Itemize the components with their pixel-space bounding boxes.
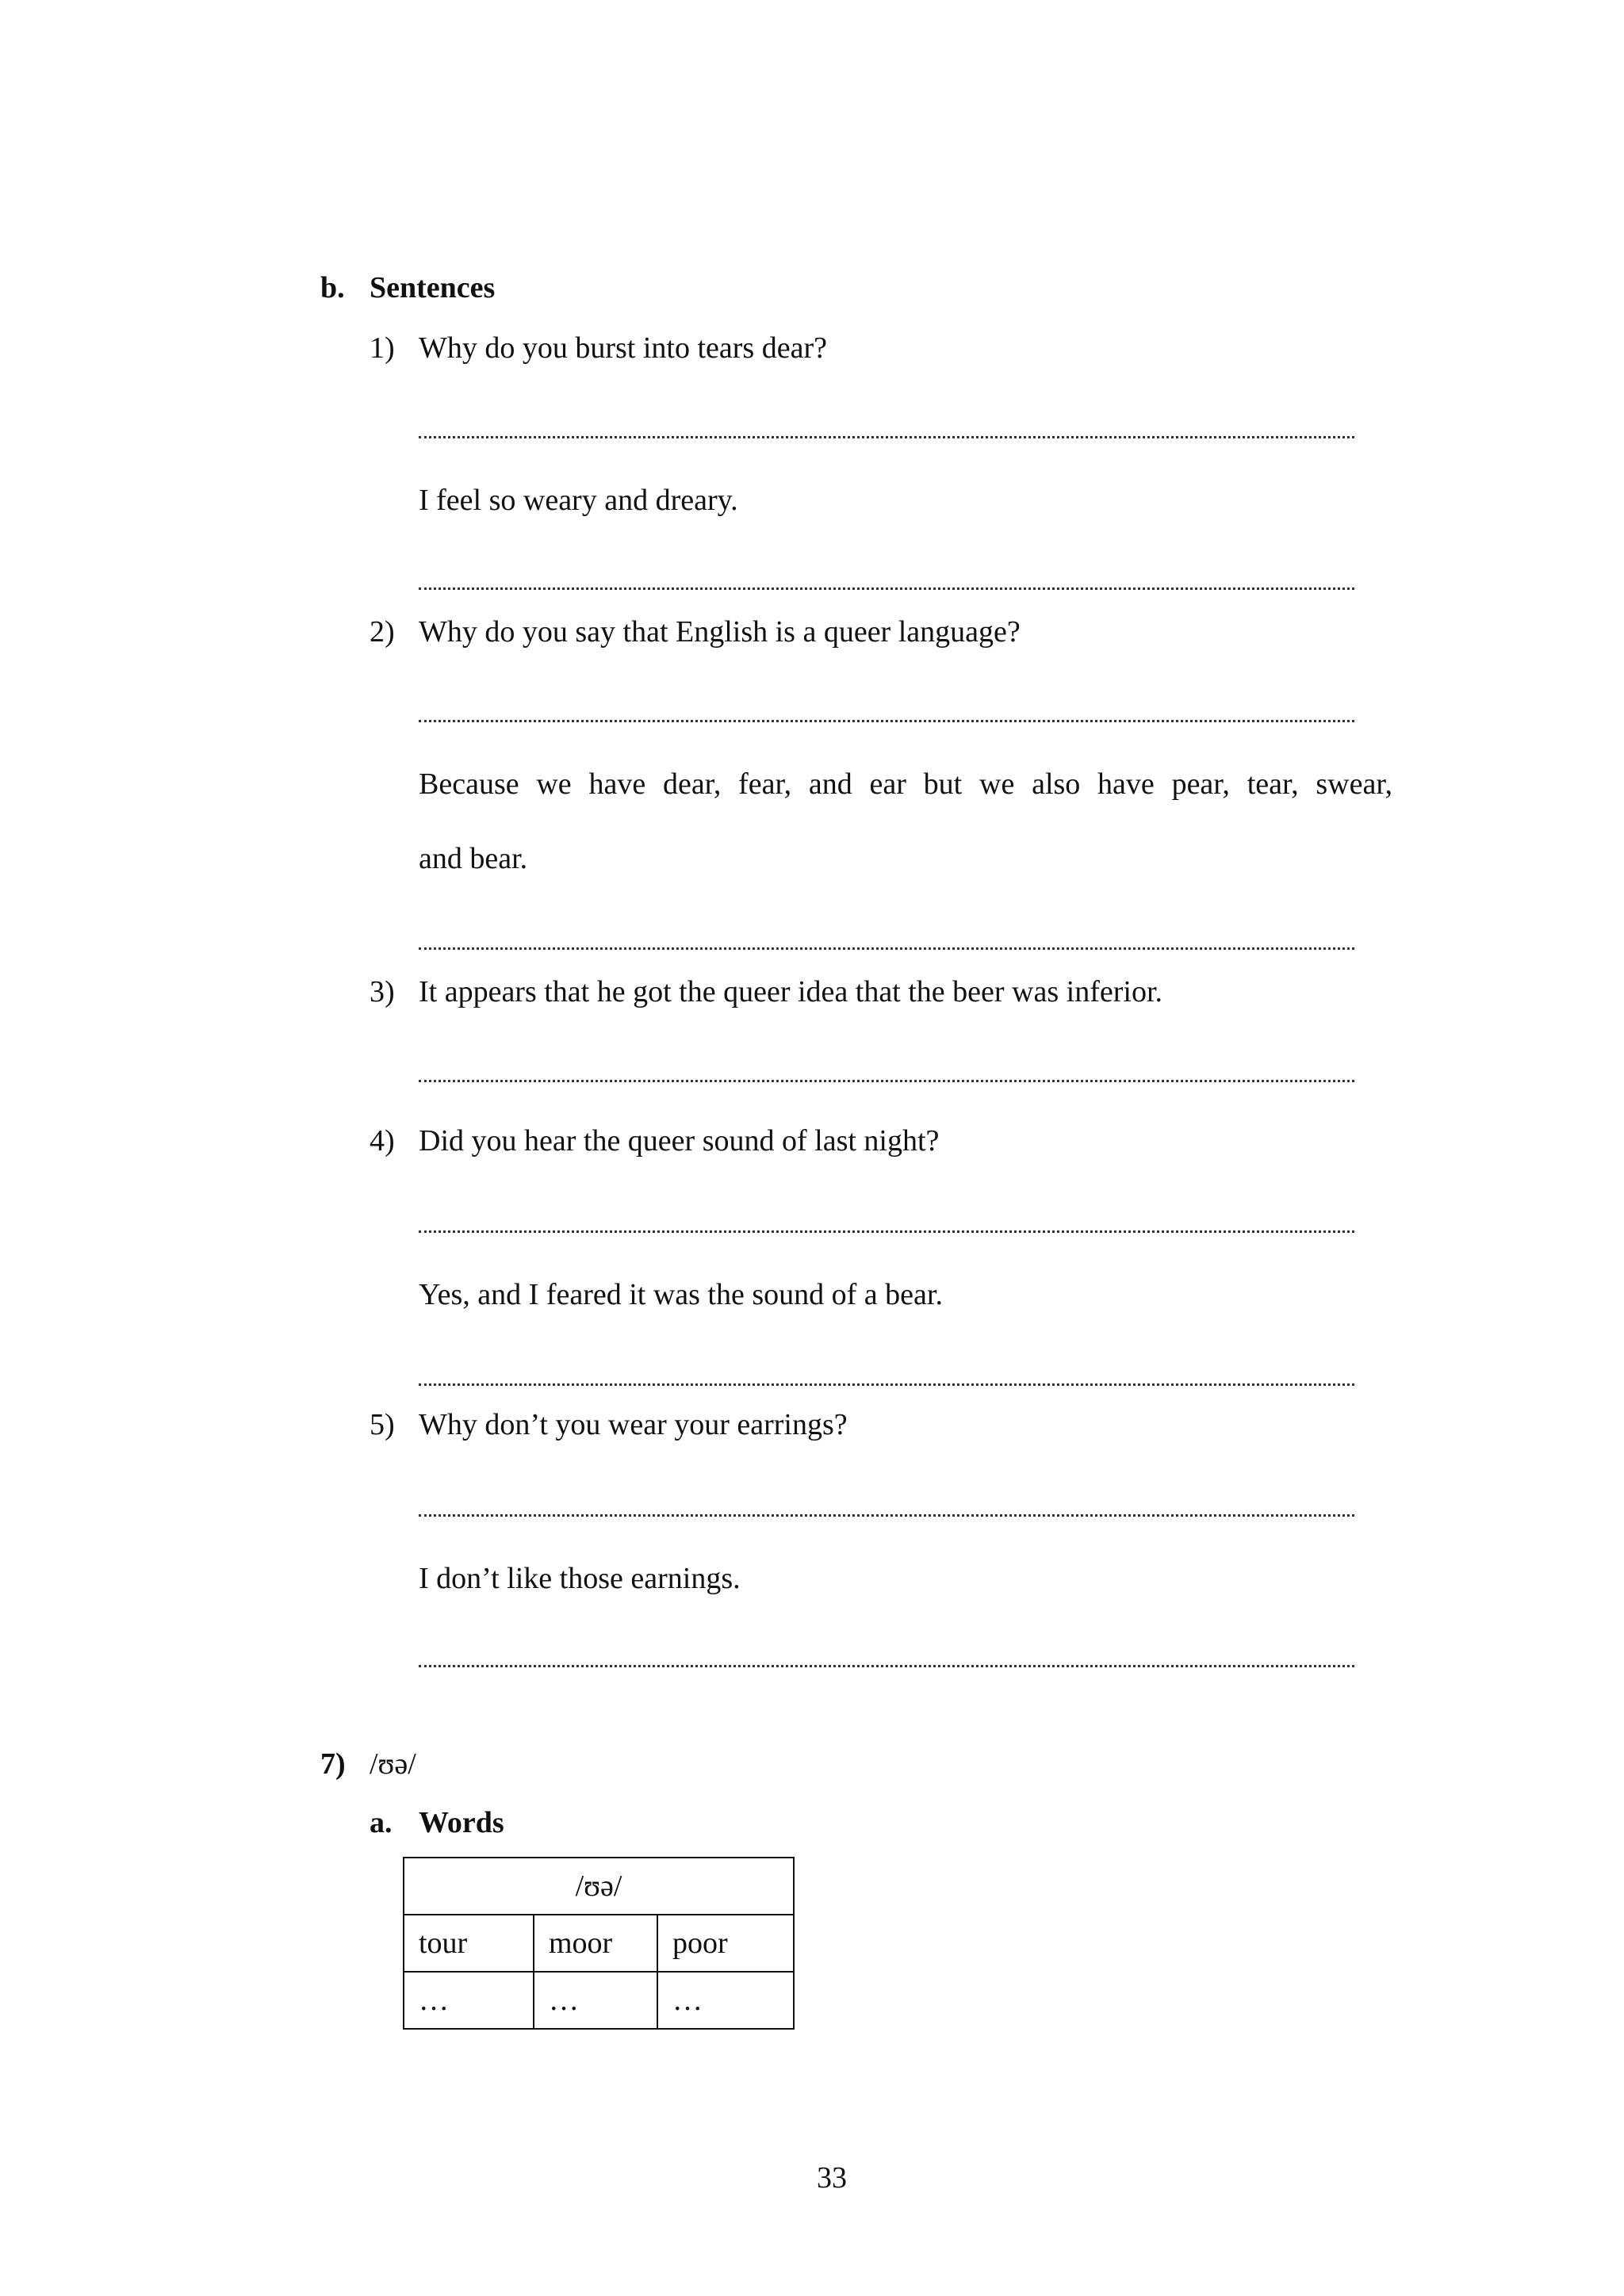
item-3-question: It appears that he got the queer idea that the beer was inferior.	[419, 975, 1162, 1008]
item-2-question: Why do you say that English is a queer language?	[419, 615, 1021, 649]
item-1-answer: I feel so weary and dreary.	[419, 484, 738, 517]
table-cell: poor	[657, 1915, 794, 1972]
item-5-number: 5)	[370, 1408, 395, 1441]
item-1-question: Why do you burst into tears dear?	[419, 331, 827, 365]
section-b-label: b.	[320, 271, 345, 304]
table-row	[404, 1858, 794, 1915]
answer-line	[419, 947, 1354, 950]
section-b-title: Sentences	[370, 271, 496, 304]
page-number: 33	[817, 2161, 847, 2195]
item-2-number: 2)	[370, 615, 395, 649]
table-cell: moor	[534, 1915, 657, 1972]
subsection-a-label: a.	[370, 1806, 393, 1839]
answer-line	[419, 1665, 1354, 1667]
section-7-label: 7)	[320, 1747, 346, 1781]
table-row	[404, 1972, 794, 2029]
item-2-answer-line-2: and bear.	[419, 842, 528, 875]
table-cell: …	[534, 1972, 657, 2029]
item-4-number: 4)	[370, 1124, 395, 1158]
item-1-number: 1)	[370, 331, 395, 365]
item-4-question: Did you hear the queer sound of last night?	[419, 1124, 940, 1158]
section-7-symbol: /ʊə/	[370, 1747, 416, 1781]
answer-line	[419, 1080, 1354, 1082]
answer-line	[419, 1230, 1354, 1233]
words-table	[403, 1857, 795, 2030]
answer-line	[419, 436, 1354, 438]
item-4-answer: Yes, and I feared it was the sound of a bear.	[419, 1278, 943, 1311]
table-row	[404, 1915, 794, 1972]
table-header-cell: /ʊə/	[404, 1858, 794, 1915]
answer-line	[419, 1514, 1354, 1517]
answer-line	[419, 720, 1354, 722]
item-5-answer: I don’t like those earnings.	[419, 1562, 741, 1595]
item-5-question: Why don’t you wear your earrings?	[419, 1408, 848, 1441]
item-3-number: 3)	[370, 975, 395, 1008]
table-cell: …	[404, 1972, 534, 2029]
answer-line	[419, 1383, 1354, 1386]
item-2-answer-line-1: Because we have dear, fear, and ear but we also have pear, tear, swear,	[419, 767, 1392, 801]
answer-line	[419, 587, 1354, 590]
subsection-a-title: Words	[419, 1806, 504, 1839]
table-cell: …	[657, 1972, 794, 2029]
table-cell: tour	[404, 1915, 534, 1972]
